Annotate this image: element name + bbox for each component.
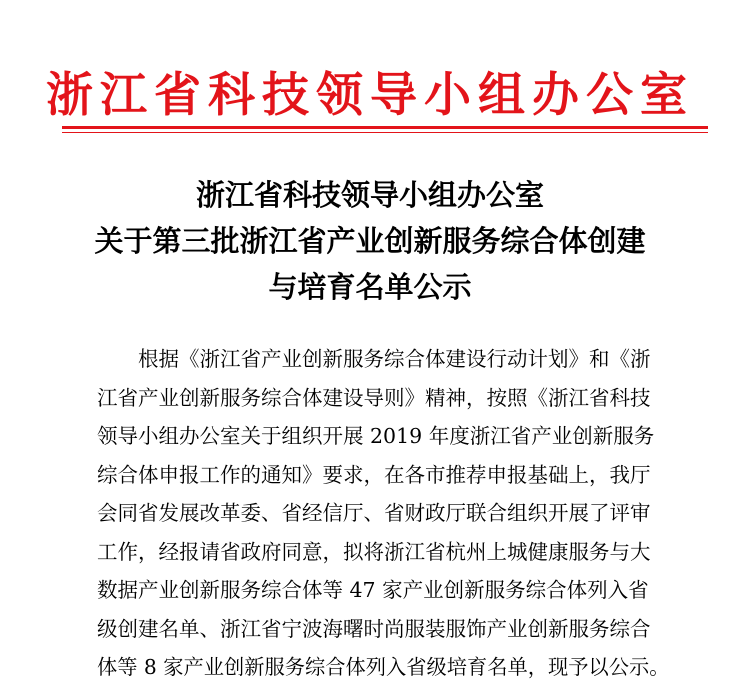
- document-body: [97, 340, 673, 687]
- masthead-red-rule: [62, 126, 708, 129]
- body-line: 工作，经报请省政府同意，拟将浙江省杭州上城健康服务与大: [97, 539, 651, 564]
- document-title: [0, 172, 740, 310]
- title-line: 关于第三批浙江省产业创新服务综合体创建: [94, 224, 646, 258]
- body-line: 数据产业创新服务综合体等 47 家产业创新服务综合体列入省: [97, 578, 649, 602]
- body-line: 级创建名单、浙江省宁波海曙时尚服装服饰产业创新服务综合: [97, 616, 651, 641]
- masthead-title: 浙江省科技领导小组办公室: [46, 68, 694, 123]
- masthead-red-rule-thin: [62, 132, 708, 133]
- title-line: 浙江省科技领导小组办公室: [195, 178, 544, 212]
- body-line: 综合体申报工作的通知》要求，在各市推荐申报基础上，我厅: [97, 462, 651, 487]
- body-line: 领导小组办公室关于组织开展 2019 年度浙江省产业创新服务: [97, 424, 655, 448]
- body-line: 江省产业创新服务综合体建设导则》精神，按照《浙江省科技: [97, 385, 651, 410]
- body-line: 会同省发展改革委、省经信厅、省财政厅联合组织开展了评审: [97, 501, 651, 525]
- title-line: 与培育名单公示: [268, 270, 472, 304]
- body-line: 体等 8 家产业创新服务综合体列入省级培育名单，现予以公示。: [97, 655, 670, 679]
- body-line: 根据《浙江省产业创新服务综合体建设行动计划》和《浙: [138, 347, 651, 371]
